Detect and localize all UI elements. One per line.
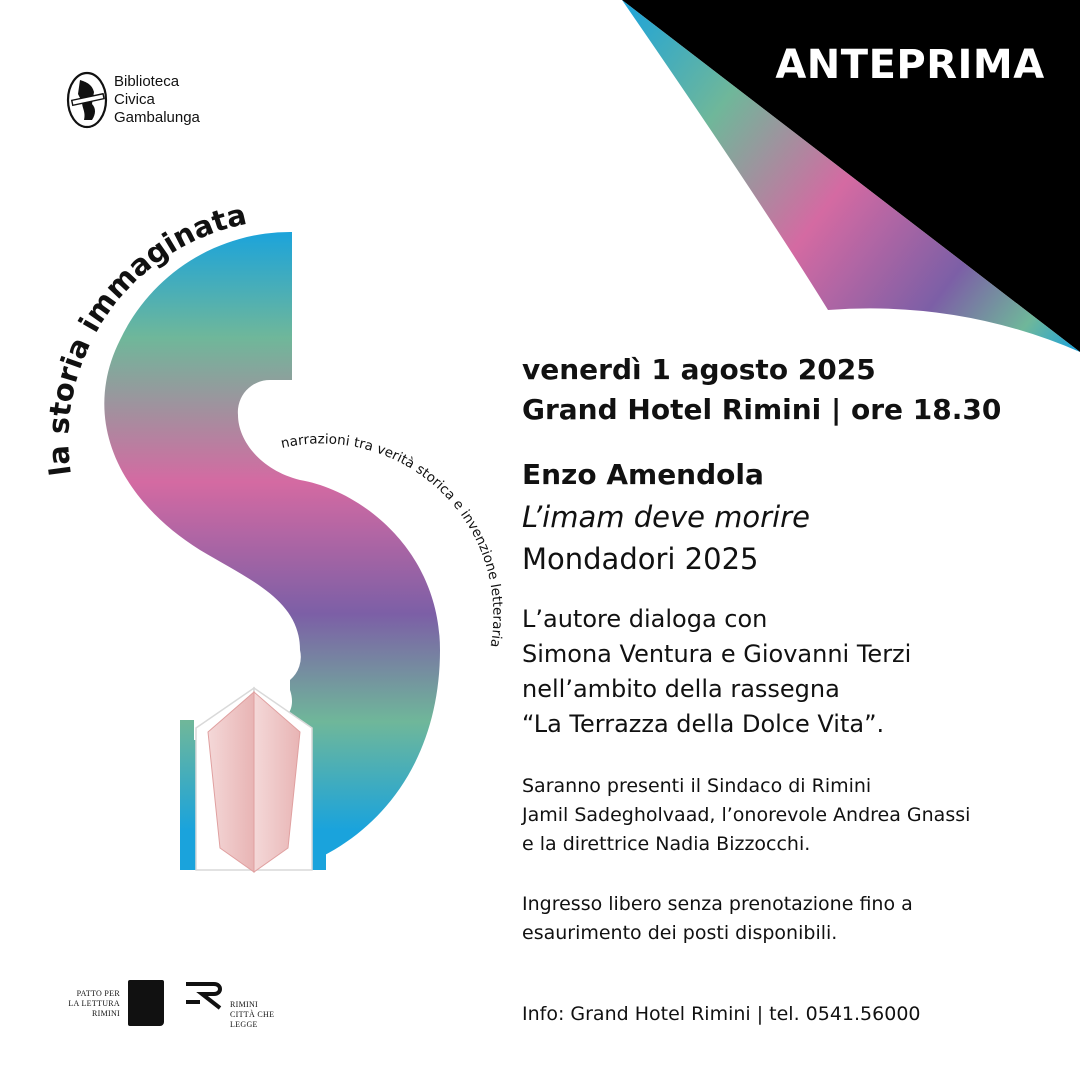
guests-line: e la direttrice Nadia Bizzocchi. (522, 833, 811, 855)
series-s-graphic (0, 180, 520, 900)
dialog-line: L’autore dialoga con (522, 605, 768, 633)
author-name: Enzo Amendola (522, 458, 764, 491)
event-date-block (522, 350, 1062, 430)
rimini-line: CITTÀ CHE (230, 1010, 275, 1019)
dialog-line: “La Terrazza della Dolce Vita”. (522, 710, 885, 738)
library-name-line3: Gambalunga (114, 109, 200, 126)
info-line-block (522, 1000, 1062, 1029)
entry-line: Ingresso libero senza prenotazione fino a (522, 893, 913, 915)
rimini-line: RIMINI (230, 1000, 259, 1009)
library-logo (66, 70, 216, 132)
dialog-paragraph (522, 602, 1062, 742)
patto-line: LA LETTURA (68, 999, 120, 1008)
book-info-block (522, 454, 1062, 580)
guests-line: Jamil Sadegholvaad, l’onorevole Andrea Gnassi (522, 804, 971, 826)
dialog-line: Simona Ventura e Giovanni Terzi (522, 640, 912, 668)
event-venue-time: Grand Hotel Rimini | ore 18.30 (522, 393, 1002, 426)
series-title: la storia immaginata (41, 197, 250, 478)
anteprima-label: ANTEPRIMA (775, 42, 1045, 88)
entry-line: esaurimento dei posti disponibili. (522, 922, 838, 944)
entry-paragraph (522, 890, 1062, 948)
library-name-line1: Biblioteca (114, 73, 180, 90)
patto-line: RIMINI (91, 1009, 120, 1018)
series-subtitle: narrazioni tra verità storica e invenzione letteraria (279, 431, 506, 649)
publisher: Mondadori 2025 (522, 542, 759, 576)
rimini-line: LEGGE (230, 1020, 258, 1029)
patto-lettura-logo (62, 989, 170, 1033)
r-mark-icon (184, 980, 226, 1010)
event-date: venerdì 1 agosto 2025 (522, 353, 876, 386)
library-name-line2: Civica (114, 91, 155, 108)
info-line: Info: Grand Hotel Rimini | tel. 0541.56000 (522, 1003, 921, 1025)
dialog-line: nell’ambito della rassegna (522, 675, 840, 703)
guests-paragraph (522, 772, 1062, 859)
rimini-citta-che-legge-logo (184, 980, 294, 1032)
book-title: L’imam deve morire (522, 500, 810, 534)
patto-line: PATTO PER (76, 989, 120, 998)
library-emblem-icon (66, 70, 110, 130)
guests-line: Saranno presenti il Sindaco di Rimini (522, 775, 872, 797)
book-icon (128, 980, 164, 1026)
